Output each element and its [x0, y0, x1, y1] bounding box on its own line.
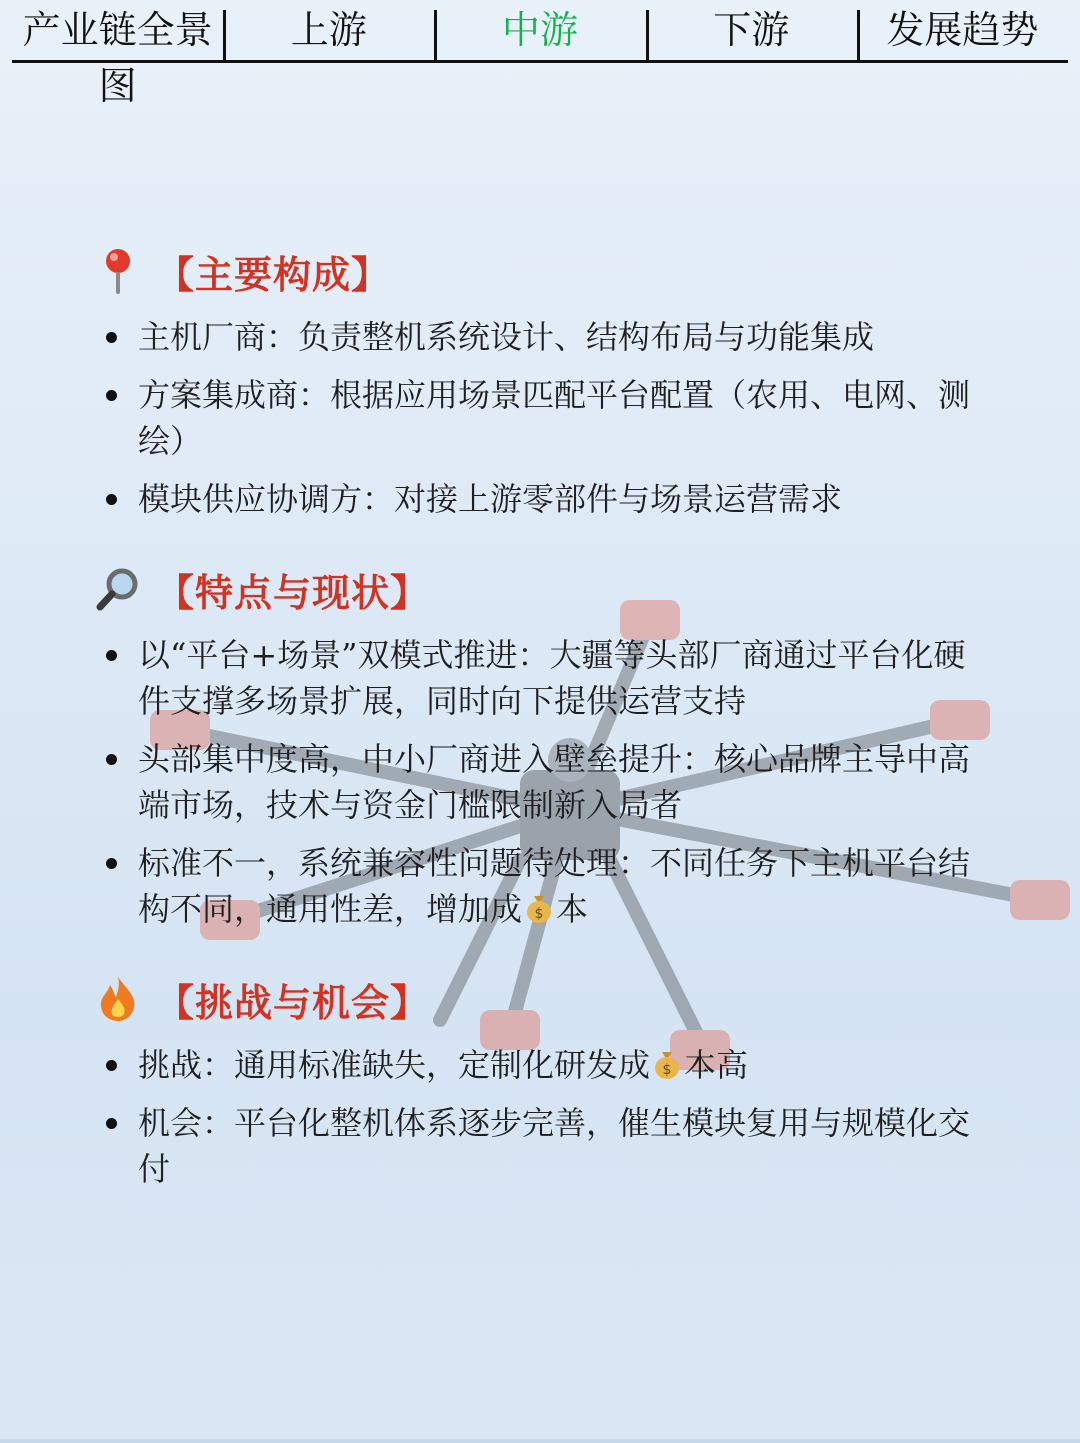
fire-icon [92, 973, 144, 1025]
list-item [92, 1042, 992, 1088]
list-item-text: 本高 [684, 1046, 749, 1084]
content-area [92, 238, 992, 1226]
tab-downstream[interactable]: 下游 [646, 2, 857, 58]
pin-icon [92, 245, 144, 297]
list-item: 方案集成商：根据应用场景匹配平台配置（农用、电网、测绘） [92, 372, 992, 464]
svg-text:$: $ [662, 1062, 672, 1078]
bullet-list [92, 1042, 992, 1192]
svg-text:$: $ [534, 906, 544, 922]
list-item-text: 本 [556, 890, 589, 928]
tab-development-trend[interactable]: 发展趋势 [857, 2, 1068, 58]
section-heading: 【挑战与机会】 [156, 979, 430, 1025]
money-bag-icon [524, 890, 554, 924]
section-main-composition [92, 238, 992, 522]
tab-upstream[interactable]: 上游 [223, 2, 434, 58]
section-title [92, 966, 992, 1032]
list-item: 以“平台+场景”双模式推进：大疆等头部厂商通过平台化硬件支撑多场景扩展，同时向下提供运营支持 [92, 632, 992, 724]
list-item: 主机厂商：负责整机系统设计、结构布局与功能集成 [92, 314, 992, 360]
bullet-list [92, 314, 992, 522]
magnifier-icon [92, 563, 144, 615]
section-heading: 【主要构成】 [156, 251, 391, 297]
list-item-text: 挑战：通用标准缺失，定制化研发成 [138, 1046, 651, 1084]
bottom-divider [0, 1439, 1080, 1443]
section-title [92, 238, 992, 304]
bullet-list [92, 632, 992, 932]
section-features-status [92, 556, 992, 932]
list-item: 模块供应协调方：对接上游零部件与场景运营需求 [92, 476, 992, 522]
section-title [92, 556, 992, 622]
list-item-text: 标准不一，系统兼容性问题待处理：不同任务下主机平台结构不同，通用性差，增加成 [138, 844, 971, 928]
tab-industry-chain-overview[interactable]: 产业链全景图 [22, 8, 213, 108]
section-challenges-opportunities [92, 966, 992, 1192]
top-tab-bar [12, 0, 1068, 108]
section-heading: 【特点与现状】 [156, 569, 430, 615]
money-bag-icon [652, 1046, 682, 1080]
list-item [92, 840, 992, 932]
list-item: 机会：平台化整机体系逐步完善，催生模块复用与规模化交付 [92, 1100, 992, 1192]
list-item: 头部集中度高，中小厂商进入壁垒提升：核心品牌主导中高端市场，技术与资金门槛限制新入局者 [92, 736, 992, 828]
tab-midstream[interactable]: 中游 [434, 2, 645, 58]
